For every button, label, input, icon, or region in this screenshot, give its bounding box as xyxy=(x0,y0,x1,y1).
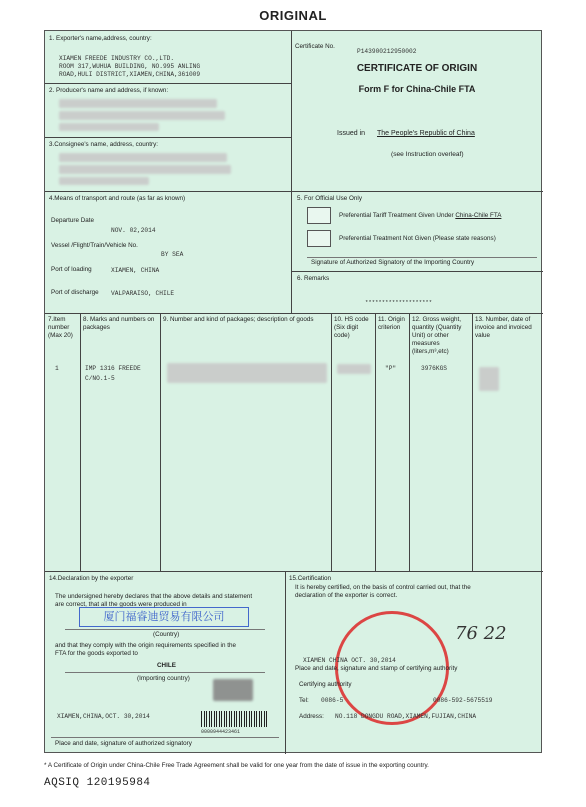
certificate-subtitle: Form F for China-Chile FTA xyxy=(358,84,476,94)
vessel-label: Vessel /Flight/Train/Vehicle No. xyxy=(51,242,138,249)
tel-value: 0086-5 xyxy=(321,697,344,704)
col-marks-header: 8. Marks and numbers on packages xyxy=(83,316,155,331)
consignee-label: 3.Consignee's name, address, country: xyxy=(49,141,159,148)
signature-line xyxy=(307,257,537,258)
loading-label: Port of loading xyxy=(51,266,92,273)
exporter-company-stamp: 厦门福睿迪贸易有限公司 xyxy=(79,607,249,627)
declaration-sign-line xyxy=(51,737,279,738)
producer-label: 2. Producer's name and address, if known: xyxy=(49,87,169,94)
row-hs-code-redacted xyxy=(337,364,371,374)
row-gross-weight: 3976KGS xyxy=(421,365,447,372)
certification-label: 15.Certification xyxy=(289,575,331,582)
divider-col8 xyxy=(160,313,161,571)
departure-date-value: NOV. 02,2014 xyxy=(111,227,156,234)
declaration-text-1: The undersigned hereby declares that the above details and statement xyxy=(55,593,253,600)
discharge-label: Port of discharge xyxy=(51,289,99,296)
producer-redacted-2 xyxy=(59,111,225,120)
country-line xyxy=(65,629,265,630)
col-description-header: 9. Number and kind of packages; description of goods xyxy=(163,316,314,323)
certifying-authority-label: Certifying authority xyxy=(299,681,352,688)
divider-col11 xyxy=(409,313,410,571)
tariff-given-label: Preferential Tariff Treatment Given Under China-Chile FTA xyxy=(339,212,502,219)
divider-col12 xyxy=(472,313,473,571)
declaration-sign-label: Place and date, signature of authorized signatory xyxy=(55,740,192,747)
see-instruction: (see Instruction overleaf) xyxy=(391,151,464,158)
remarks-label: 6. Remarks xyxy=(297,275,330,282)
importing-country-value: CHILE xyxy=(157,662,176,669)
consignee-redacted-3 xyxy=(59,177,149,185)
vessel-value: BY SEA xyxy=(161,251,184,258)
divider-table-top xyxy=(45,313,543,314)
row-marks-line-2: C/NO.1-5 xyxy=(85,375,115,382)
barcode xyxy=(201,711,267,727)
official-use-label: 5. For Official Use Only xyxy=(297,195,362,202)
tariff-given-checkbox[interactable] xyxy=(307,207,331,224)
declaration-place-date: XIAMEN,CHINA,OCT. 30,2014 xyxy=(57,713,150,720)
certificate-form xyxy=(44,30,542,753)
exporter-line-2: ROOM 317,WUHUA BUILDING, NO.995 ANLING xyxy=(59,63,201,70)
producer-redacted-3 xyxy=(59,123,159,131)
row-marks-line-1: IMP 1316 FREEDE xyxy=(85,365,141,372)
divider-box3 xyxy=(45,191,543,192)
divider-box5 xyxy=(291,271,543,272)
exporter-signature-redacted xyxy=(213,679,253,701)
consignee-redacted xyxy=(59,153,227,162)
certification-place-label: Place and date, signature and stamp of certifying authority xyxy=(295,665,458,672)
address-value: NO.118 DONGDU ROAD,XIAMEN,FUJIAN,CHINA xyxy=(335,713,477,720)
importing-country-label: (Importing country) xyxy=(137,675,190,682)
col-invoice-header: 13. Number, date of invoice and invoiced value xyxy=(475,316,532,339)
declaration-text-4: FTA for the goods exported to xyxy=(55,650,138,657)
divider-col7 xyxy=(80,313,81,571)
declaration-label: 14.Declaration by the exporter xyxy=(49,575,134,582)
divider-col10 xyxy=(375,313,376,571)
fax-value: 0086-592-5675519 xyxy=(433,697,493,704)
loading-value: XIAMEN, CHINA xyxy=(111,267,160,274)
divider-box1 xyxy=(45,83,291,84)
col-gross-weight-header: 12. Gross weight, quantity (Quantity Unit) or other measures (liters,m³,etc) xyxy=(412,316,462,355)
tariff-not-given-label: Preferential Treatment Not Given (Please state reasons) xyxy=(339,235,496,242)
declaration-text-2: are correct, that all the goods were produced in xyxy=(55,601,187,608)
producer-redacted xyxy=(59,99,217,108)
exporter-line-3: ROAD,HULI DISTRICT,XIAMEN,CHINA,361009 xyxy=(59,71,201,78)
col-origin-criterion-header: 11. Origin criterion xyxy=(378,316,405,331)
row-invoice-redacted xyxy=(479,367,499,391)
importing-signature-label: Signature of Authorized Signatory of the Importing Country xyxy=(311,259,475,266)
discharge-value: VALPARAISO, CHILE xyxy=(111,290,175,297)
col-item-number-header: 7.Item number (Max 20) xyxy=(48,316,73,339)
certification-place-value: XIAMEN CHINA OCT. 30,2014 xyxy=(303,657,396,664)
tariff-not-given-checkbox[interactable] xyxy=(307,230,331,247)
importing-country-line xyxy=(65,672,265,673)
address-label: Address: xyxy=(299,713,324,720)
exporter-line-1: XIAMEN FREEDE INDUSTRY CO.,LTD. xyxy=(59,55,175,62)
divider-box2 xyxy=(45,137,291,138)
row-item-number: 1 xyxy=(55,365,59,372)
row-origin-criterion: "P" xyxy=(385,365,397,372)
certificate-number-label: Certificate No. xyxy=(295,43,335,50)
divider-bottom-vertical xyxy=(285,571,286,754)
barcode-digits: 0000944423461 xyxy=(201,729,241,735)
certification-text-1: It is hereby certified, on the basis of control carried out, that the xyxy=(295,584,471,591)
declaration-text-3: and that they comply with the origin requirements specified in the xyxy=(55,642,236,649)
certificate-number-value: P143900212950002 xyxy=(357,48,417,55)
divider-col9 xyxy=(331,313,332,571)
handwritten-signature: 76 22 xyxy=(455,623,507,644)
issued-in-value: The People's Republic of China xyxy=(377,130,475,137)
page-title: ORIGINAL xyxy=(259,8,327,23)
departure-date-label: Departure Date xyxy=(51,217,95,224)
footer-note: * A Certificate of Origin under China-Chile Free Trade Agreement shall be valid for one year from the date of issue in the exporting country. xyxy=(44,762,429,769)
transport-label: 4.Means of transport and route (as far as known) xyxy=(49,195,186,202)
tel-label: Tel: xyxy=(299,697,309,704)
country-label: (Country) xyxy=(153,631,180,638)
row-description-redacted xyxy=(167,363,327,383)
divider-table-bottom xyxy=(45,571,543,572)
exporter-label: 1. Exporter's name,address, country: xyxy=(49,35,152,42)
certificate-title: CERTIFICATE OF ORIGIN xyxy=(356,63,478,74)
certification-text-2: declaration of the exporter is correct. xyxy=(295,592,398,599)
aqsiq-code: AQSIQ 120195984 xyxy=(44,777,151,789)
col-hs-code-header: 10. HS code (Six digit code) xyxy=(334,316,369,339)
issued-in-label: Issued in xyxy=(337,130,366,137)
remarks-value: ******************** xyxy=(365,299,433,306)
consignee-redacted-2 xyxy=(59,165,231,174)
